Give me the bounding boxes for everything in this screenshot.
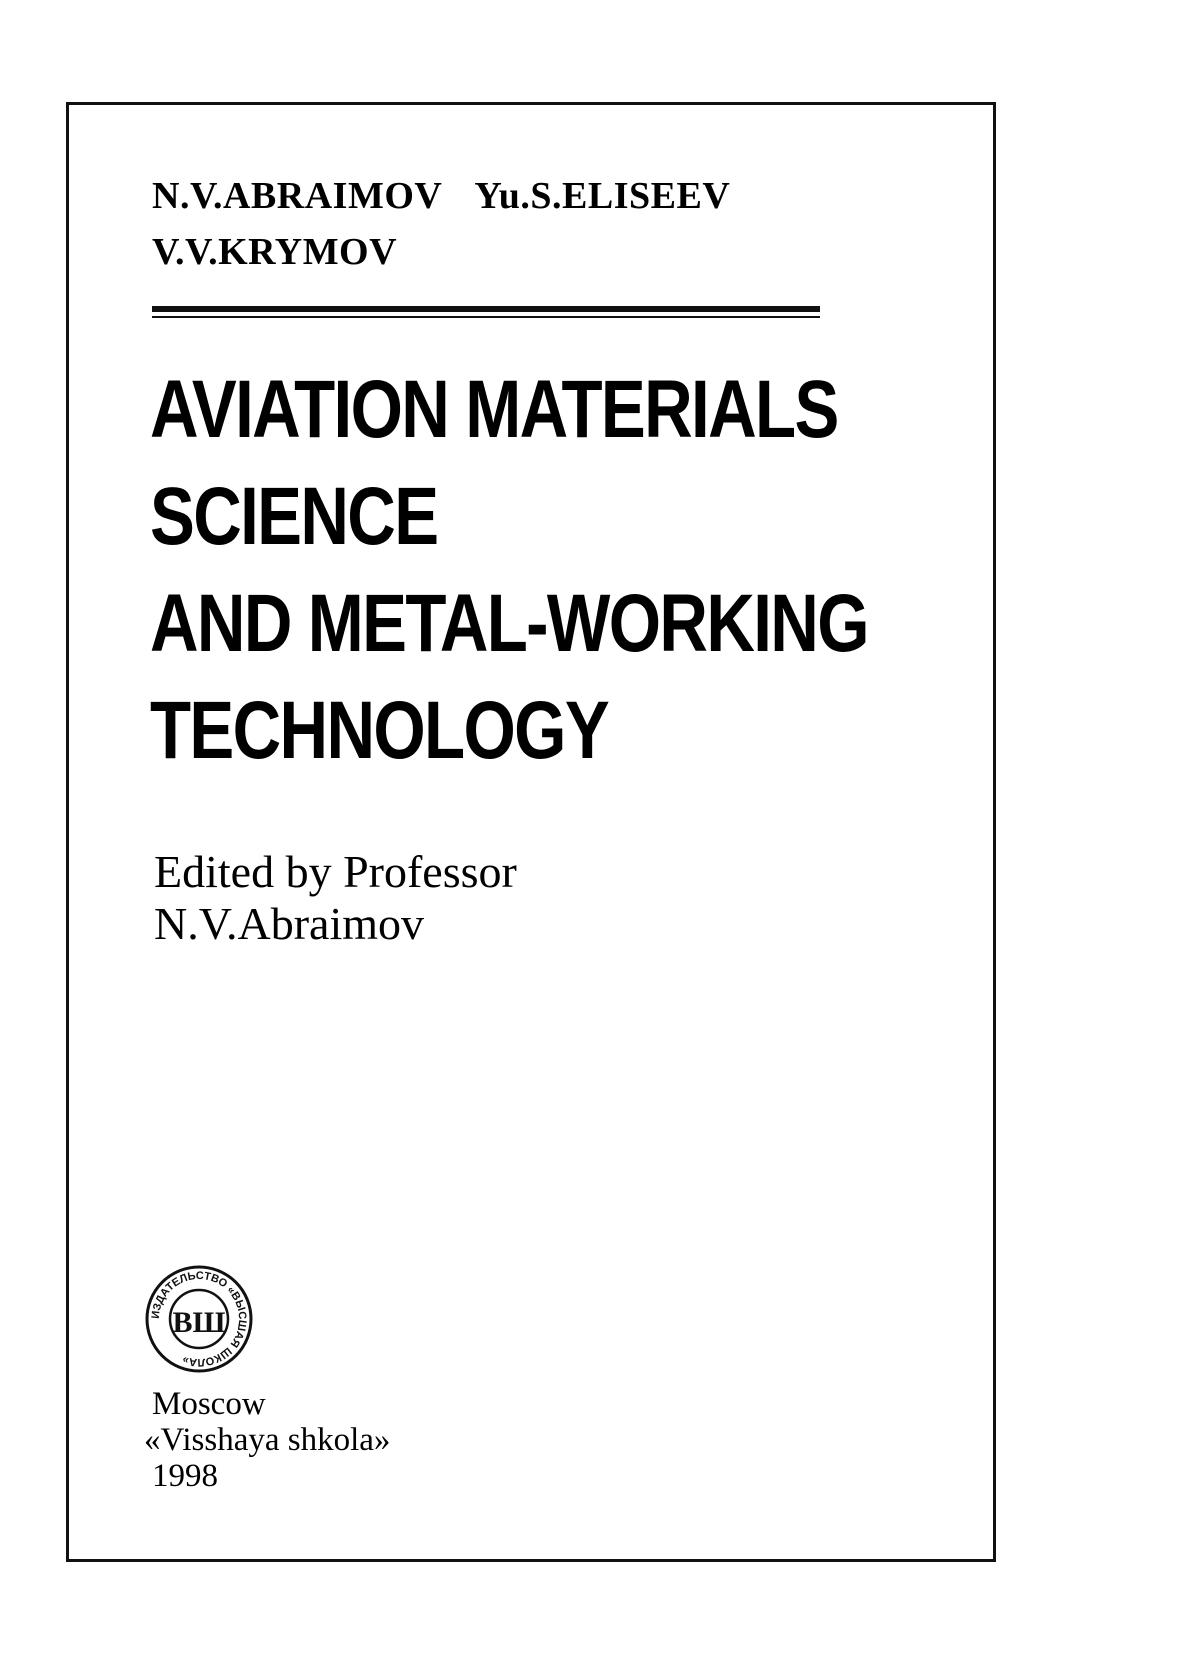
- imprint-year: 1998: [152, 1458, 218, 1494]
- publisher-seal-icon: [140, 1260, 258, 1378]
- authors-block: [152, 168, 730, 280]
- title-line: AVIATION MATERIALS: [150, 364, 838, 455]
- author-name: V.V.KRYMOV: [152, 231, 398, 273]
- title-line: SCIENCE: [150, 471, 438, 562]
- editor-credit: [154, 846, 517, 950]
- authors-row-1: [152, 168, 730, 224]
- title-rule-thin: [152, 316, 820, 318]
- author-name: Yu.S.ELISEEV: [474, 175, 731, 217]
- title-rule: [152, 306, 820, 312]
- imprint: [144, 1386, 391, 1494]
- imprint-publisher: «Visshaya shkola»: [144, 1422, 391, 1458]
- title-line: TECHNOLOGY: [150, 685, 609, 776]
- book-title: [150, 356, 868, 784]
- editor-line: Edited by Professor: [154, 846, 517, 897]
- imprint-city: Moscow: [152, 1386, 266, 1422]
- title-line: AND METAL-WORKING: [150, 578, 868, 669]
- seal-monogram: ВШ: [172, 1306, 226, 1339]
- editor-name: N.V.Abraimov: [154, 898, 425, 949]
- seal-ring-text: ИЗДАТЕЛЬСТВО «ВЫСШАЯ ШКОЛА»: [149, 1269, 249, 1369]
- author-name: N.V.ABRAIMOV: [152, 175, 443, 217]
